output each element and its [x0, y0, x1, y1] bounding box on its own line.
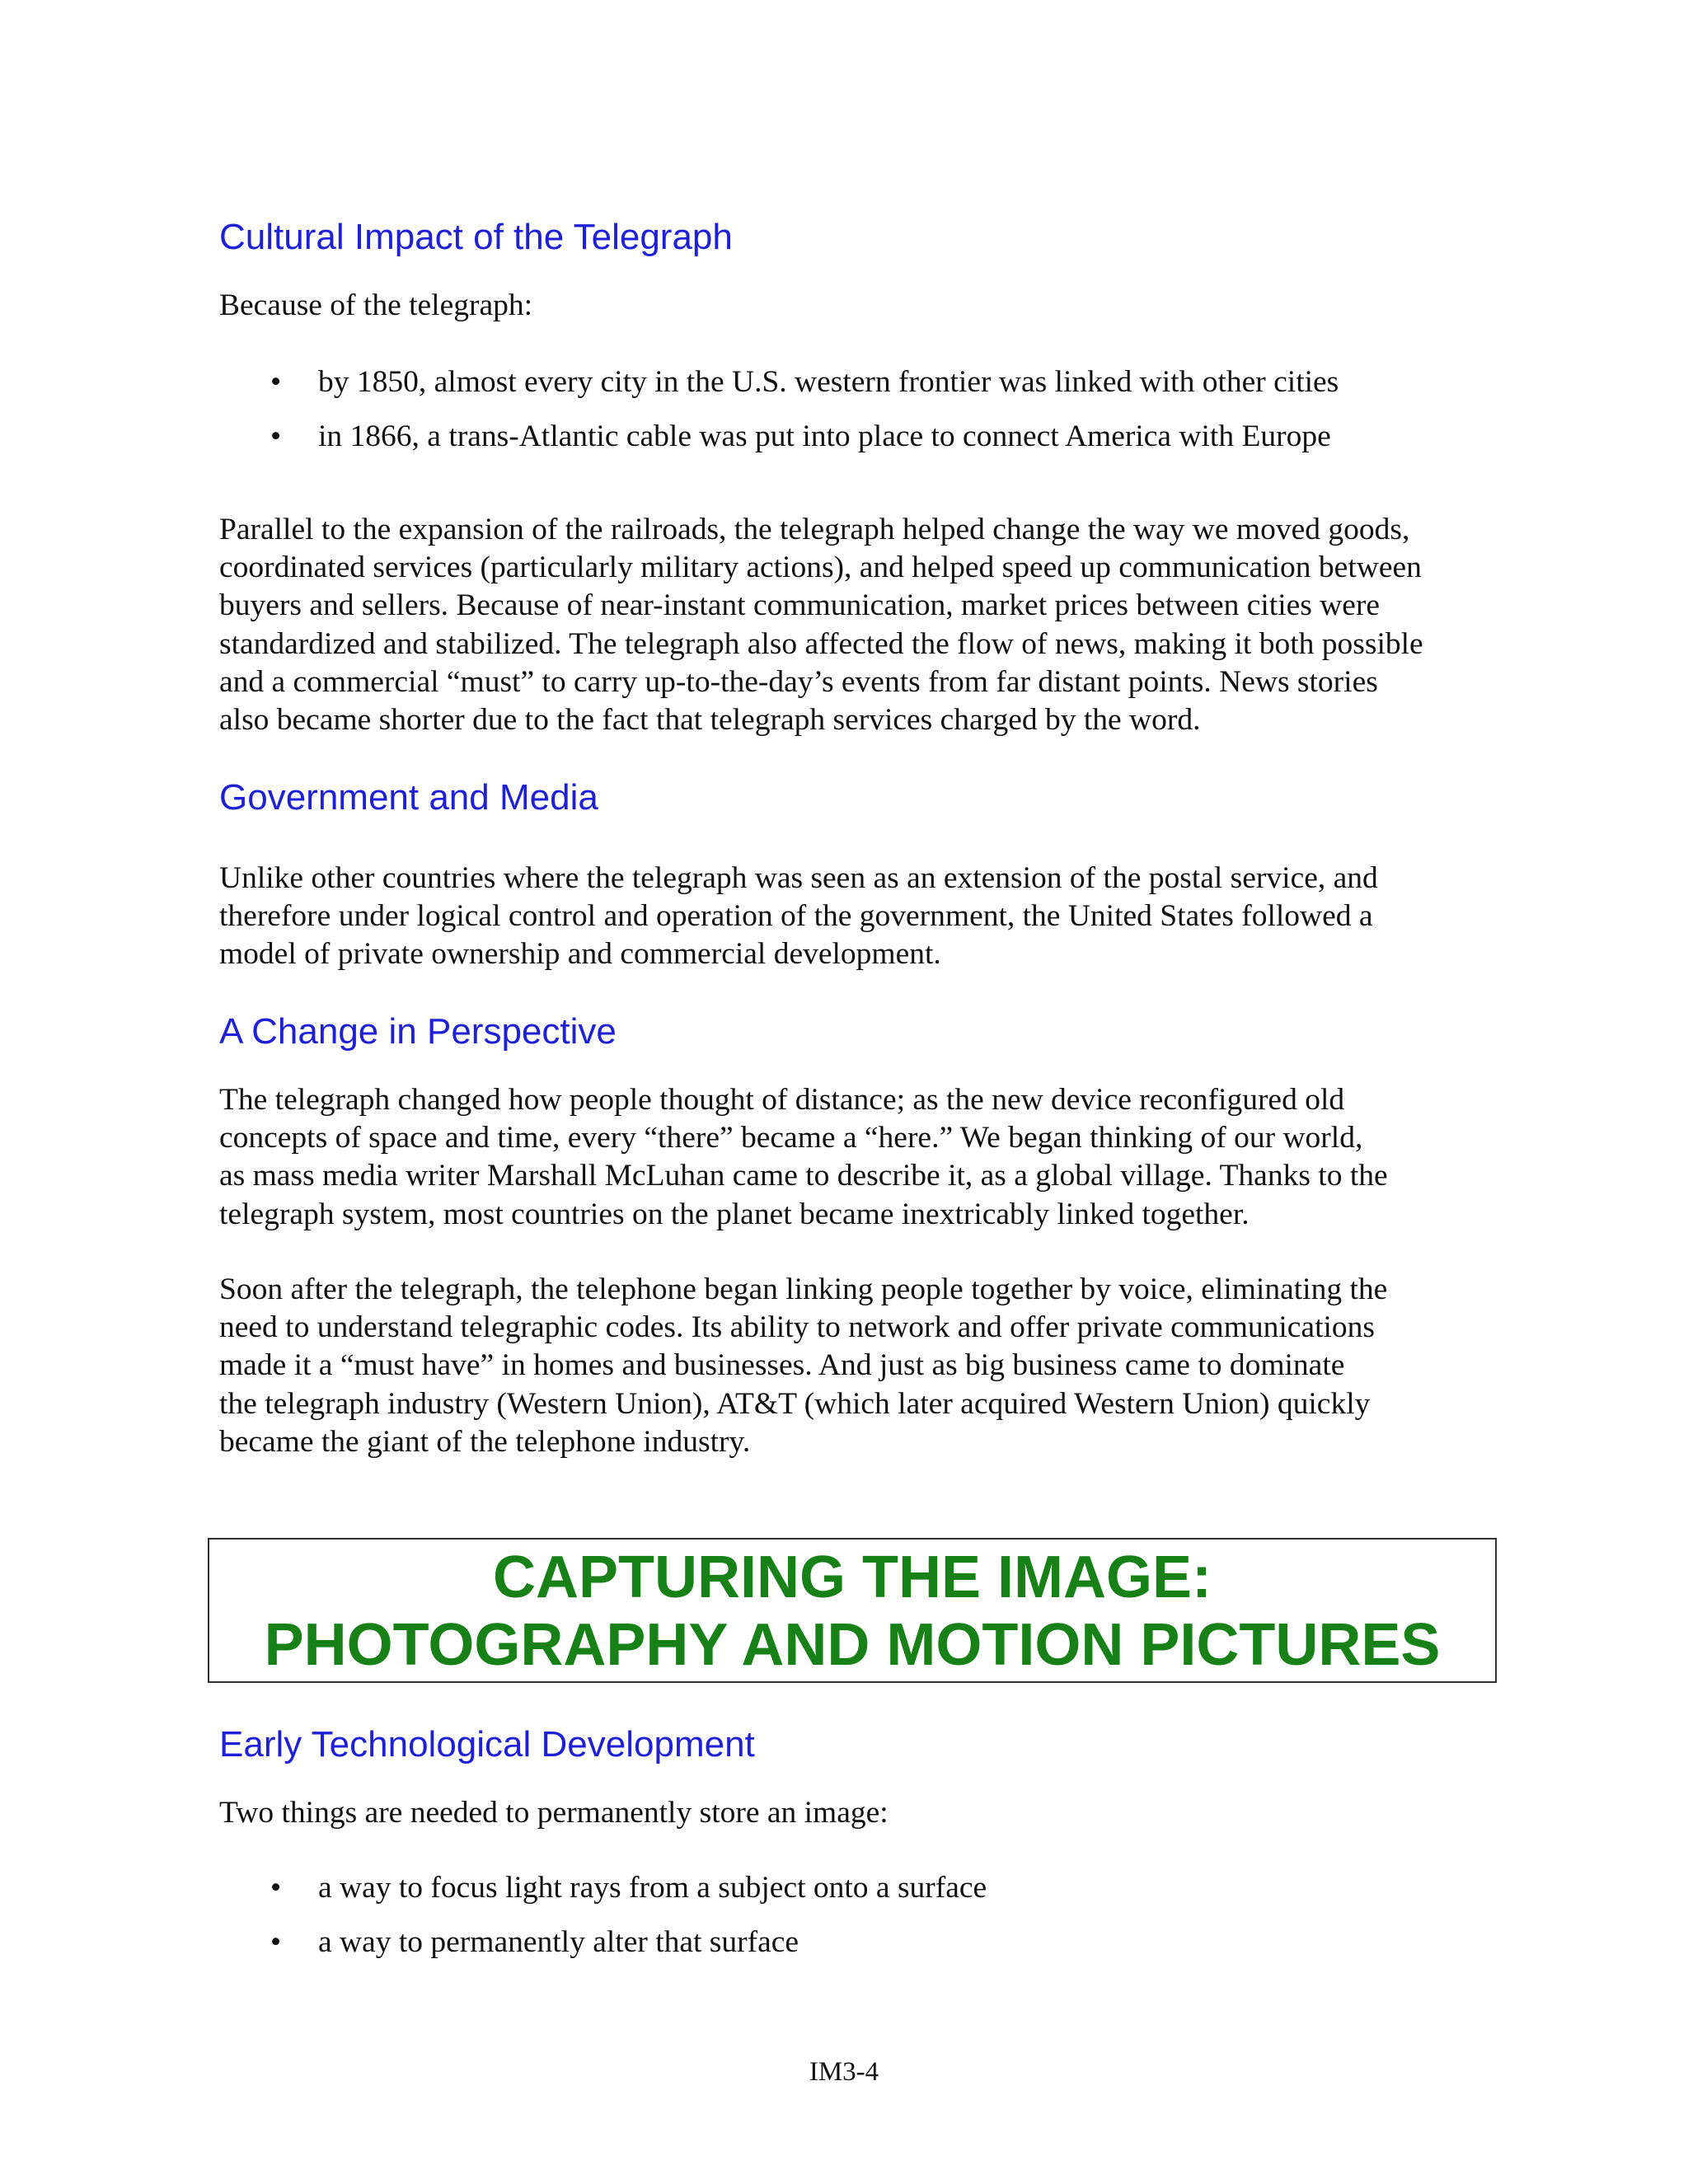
bullet-text: a way to permanently alter that surface [318, 1925, 799, 1959]
intro-image-storage [219, 1794, 1554, 1832]
paragraph-line: buyers and sellers. Because of near-instant communication, market prices between cities were [219, 588, 1381, 623]
paragraph-line: and a commercial “must” to carry up-to-the-day’s events from far distant points. News stories [219, 664, 1378, 699]
paragraph-line: made it a “must have” in homes and businesses. And just as big business came to dominate [219, 1348, 1345, 1383]
heading-early-tech: Early Technological Development [219, 1724, 755, 1765]
paragraph-line: standardized and stabilized. The telegraph also affected the flow of news, making it both possible [219, 626, 1423, 661]
paragraph-line: Parallel to the expansion of the railroads, the telegraph helped change the way we moved goods, [219, 513, 1410, 546]
chapter-banner [208, 1538, 1497, 1683]
paragraph-line: as mass media writer Marshall McLuhan came to describe it, as a global village. Thanks to the [219, 1159, 1388, 1193]
paragraph-line: The telegraph changed how people thought of distance; as the new device reconfigured old [219, 1083, 1345, 1117]
heading-change-perspective: A Change in Perspective [219, 1011, 617, 1052]
bullet-marker: • [270, 365, 282, 399]
bullet-text: a way to focus light rays from a subject onto a surface [318, 1871, 987, 1905]
paragraph-line: telegraph system, most countries on the planet became inextricably linked together. [219, 1197, 1250, 1231]
paragraph-line: need to understand telegraphic codes. Its ability to network and offer private communications [219, 1310, 1376, 1345]
paragraph-line: the telegraph industry (Western Union), AT&T (which later acquired Western Union) quickly [219, 1386, 1371, 1421]
paragraph-line: coordinated services (particularly military actions), and helped speed up communication between [219, 551, 1422, 585]
bullet-marker: • [270, 419, 282, 453]
paragraph-distance [219, 1081, 1554, 1234]
paragraph-line: model of private ownership and commercial development. [219, 937, 941, 972]
paragraph-railroads [219, 511, 1554, 739]
page-number: IM3-4 [809, 2057, 879, 2087]
paragraph-line: Soon after the telegraph, the telephone began linking people together by voice, eliminating the [219, 1272, 1388, 1306]
bullet-text: in 1866, a trans-Atlantic cable was put into place to connect America with Europe [318, 419, 1331, 453]
intro-image-storage-text: Two things are needed to permanently store an image: [219, 1796, 889, 1830]
paragraph-line: became the giant of the telephone industry. [219, 1424, 751, 1459]
paragraph-line: also became shorter due to the fact that telegraph services charged by the word. [219, 703, 1201, 738]
bullet-marker: • [270, 1925, 282, 1959]
bullet-marker: • [270, 1871, 282, 1905]
heading-government-media: Government and Media [219, 777, 598, 818]
intro-telegraph [219, 287, 1554, 325]
paragraph-government [219, 860, 1554, 974]
paragraph-line: concepts of space and time, every “there” became a “here.” We began thinking of our world, [219, 1121, 1363, 1155]
paragraph-line: therefore under logical control and operation of the government, the United States followed a [219, 899, 1373, 934]
paragraph-line: Unlike other countries where the telegraph was seen as an extension of the postal service, and [219, 861, 1378, 895]
banner-title-line-2: PHOTOGRAPHY AND MOTION PICTURES [264, 1612, 1441, 1678]
paragraph-telephone [219, 1271, 1554, 1461]
banner-title-line-1: CAPTURING THE IMAGE: [493, 1544, 1212, 1610]
heading-cultural-impact: Cultural Impact of the Telegraph [219, 217, 733, 257]
intro-telegraph-text: Because of the telegraph: [219, 288, 533, 322]
bullet-text: by 1850, almost every city in the U.S. western frontier was linked with other cities [318, 365, 1339, 399]
